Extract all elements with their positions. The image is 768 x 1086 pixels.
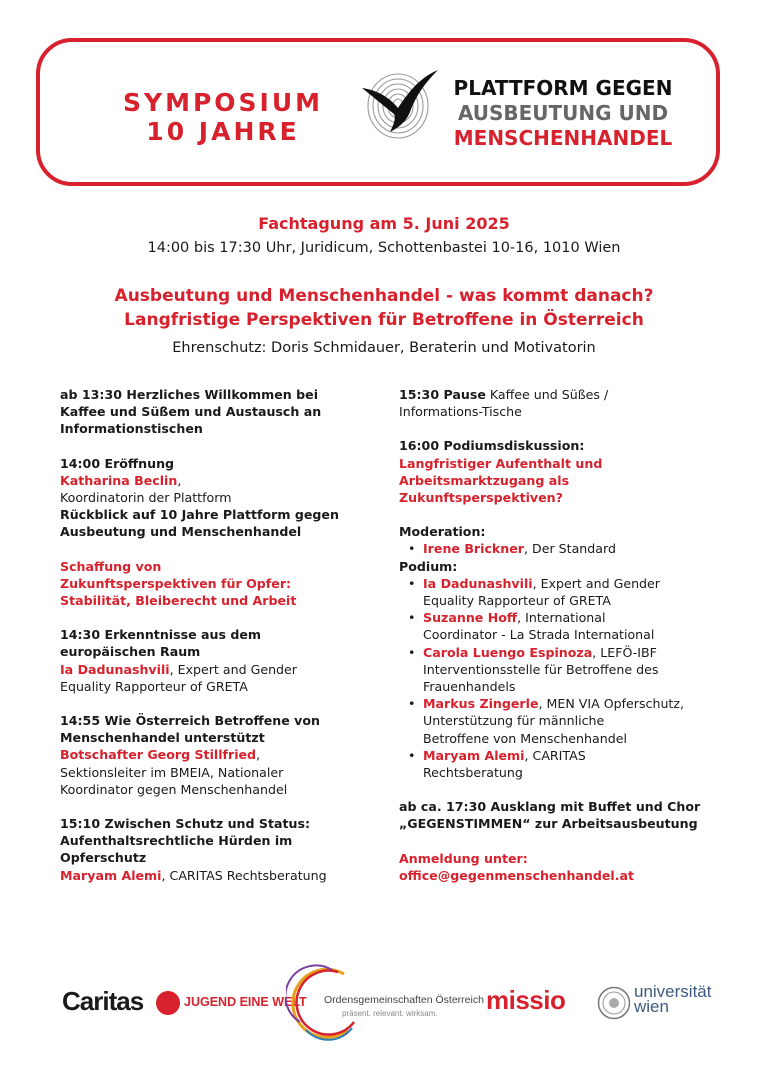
missio-logo: missio [486, 985, 566, 1015]
speaker-role: Unterstützung für männliche [423, 713, 605, 729]
podium-list [399, 575, 719, 781]
partner-logos [0, 960, 768, 1050]
comma: , [177, 472, 182, 488]
speaker-role: Equality Rapporteur of GRETA [60, 678, 248, 694]
talk-title: Aufenthaltsrechtliche Hürden im [60, 833, 293, 849]
speaker-name: Ia Dadunashvili [60, 661, 170, 677]
talk-title: Schaffung von [60, 558, 162, 574]
speaker-role: Coordinator - La Strada International [423, 627, 655, 643]
break-text: Informations-Tische [399, 404, 522, 420]
speaker-role: Sektionsleiter im BMEIA, Nationaler [60, 764, 284, 780]
talk-title: 15:10 Zwischen Schutz und Status: [60, 816, 311, 832]
status-block [60, 815, 382, 884]
event-place: 14:00 bis 17:30 Uhr, Juridicum, Schottenbastei 10-16, 1010 Wien [147, 240, 621, 256]
speaker-role: , Expert and Gender [169, 661, 297, 677]
speaker-role: Betroffene von Menschenhandel [423, 730, 627, 746]
registration-label: Anmeldung unter: [399, 850, 528, 866]
panel-people [399, 523, 719, 781]
platform-line-3: MENSCHENHANDEL [453, 126, 673, 150]
speaker-role: , MEN VIA Opferschutz, [538, 696, 684, 712]
panel-time: 16:00 Podiumsdiskussion: [399, 438, 585, 454]
list-item [399, 575, 719, 609]
panel-block [399, 437, 719, 506]
speaker-role: , LEFÖ-IBF [592, 644, 657, 660]
talk-title: Menschenhandel unterstützt [60, 730, 265, 746]
closing-text: ab ca. 17:30 Ausklang mit Buffet und Chor [399, 799, 701, 815]
uni-line-1: universität [634, 982, 712, 1001]
speaker-role: , CARITAS [524, 747, 586, 763]
symposium-line-2: 10 JAHRE [146, 117, 300, 146]
speaker-name: Carola Luengo Espinoza [423, 644, 593, 660]
topic-line-1: Ausbeutung und Menschenhandel - was kommt danach? [114, 286, 654, 306]
uni-line-2: wien [634, 997, 669, 1016]
speaker-name: Markus Zingerle [423, 696, 539, 712]
break-time: 15:30 Pause [399, 387, 486, 402]
speaker-role: Koordinator gegen Menschenhandel [60, 781, 288, 797]
speaker-role: , CARITAS Rechtsberatung [161, 867, 327, 883]
talk-title: 14:30 Erkenntnisse aus dem [60, 627, 262, 643]
list-item [399, 747, 719, 781]
list-item [399, 695, 719, 747]
symposium-line-1: SYMPOSIUM [122, 88, 324, 117]
closing-text: „GEGENSTIMMEN“ zur Arbeitsausbeutung [399, 816, 698, 832]
registration-email-link[interactable]: office@gegenmenschenhandel.at [399, 867, 635, 883]
patronage: Ehrenschutz: Doris Schmidauer, Beraterin und Motivatorin [172, 340, 596, 356]
list-item [399, 644, 719, 696]
opening-time: 14:00 Eröffnung [60, 455, 175, 471]
future-block [60, 558, 382, 610]
speaker-name: Ia Dadunashvili [423, 575, 533, 591]
speaker-role: , Expert and Gender [532, 575, 660, 591]
welcome-block [60, 386, 382, 438]
speaker-role: Frauenhandels [423, 679, 516, 695]
speaker-name: Katharina Beclin [60, 472, 178, 488]
podium-label: Podium: [399, 558, 458, 574]
list-item [399, 540, 719, 557]
moderation-label: Moderation: [399, 524, 486, 540]
list-item [399, 609, 719, 643]
talk-title: Rückblick auf 10 Jahre Plattform gegen [60, 507, 339, 523]
speaker-name: Maryam Alemi [423, 747, 525, 763]
welcome-line: Informationstischen [60, 421, 203, 437]
jugend-eine-welt-icon [156, 991, 180, 1015]
panel-title: Arbeitsmarktzugang als [399, 472, 570, 488]
program-left-column [60, 386, 382, 901]
moderator-list [399, 540, 719, 557]
topic-line-2: Langfristige Perspektiven für Betroffene in Österreich [124, 310, 644, 330]
break-block [399, 386, 719, 420]
universitaet-wien-logo [634, 984, 711, 1014]
speaker-name: Maryam Alemi [60, 867, 162, 883]
austria-block [60, 712, 382, 798]
ordensgemeinschaften-logo: Ordensgemeinschaften Österreich [324, 994, 484, 1006]
panel-title: Langfristiger Aufenthalt und [399, 455, 603, 471]
closing-block [399, 798, 719, 832]
caritas-logo: Caritas [62, 986, 144, 1016]
platform-title [428, 76, 698, 151]
panel-title: Zukunftsperspektiven? [399, 490, 563, 506]
talk-title: Ausbeutung und Menschenhandel [60, 524, 302, 540]
speaker-role: Koordinatorin der Plattform [60, 490, 232, 506]
talk-title: Opferschutz [60, 850, 147, 866]
comma: , [256, 747, 261, 763]
symposium-title [92, 88, 354, 146]
speaker-role: Interventionsstelle für Betroffene des [423, 661, 659, 677]
program-right-column [399, 386, 719, 901]
eu-block [60, 626, 382, 695]
registration-block [399, 850, 719, 884]
opening-block [60, 455, 382, 541]
speaker-name: Botschafter Georg Stillfried [60, 747, 257, 763]
ordensgemeinschaften-tagline: präsent. relevant. wirksam. [342, 1009, 438, 1018]
talk-title: europäischen Raum [60, 644, 201, 660]
platform-line-2: AUSBEUTUNG UND [457, 101, 669, 125]
jugend-eine-welt-logo: JUGEND EINE WELT [184, 995, 307, 1009]
platform-line-1: PLATTFORM GEGEN [453, 76, 673, 100]
speaker-name: Irene Brickner [423, 541, 525, 557]
speaker-name: Suzanne Hoff [423, 610, 518, 626]
welcome-line: Kaffee und Süßem und Austausch an [60, 404, 322, 420]
welcome-line: ab 13:30 Herzliches Willkommen bei [60, 387, 319, 402]
talk-title: Stabilität, Bleiberecht und Arbeit [60, 593, 297, 609]
speaker-role: Equality Rapporteur of GRETA [423, 593, 611, 609]
speaker-role: Rechtsberatung [423, 765, 523, 781]
speaker-role: , International [517, 610, 606, 626]
talk-title: Zukunftsperspektiven für Opfer: [60, 575, 292, 591]
event-date: Fachtagung am 5. Juni 2025 [258, 214, 510, 233]
speaker-role: , Der Standard [524, 541, 616, 557]
talk-title: 14:55 Wie Österreich Betroffene von [60, 713, 320, 729]
university-seal-icon [597, 986, 631, 1020]
break-text: Kaffee und Süßes / [485, 387, 609, 402]
